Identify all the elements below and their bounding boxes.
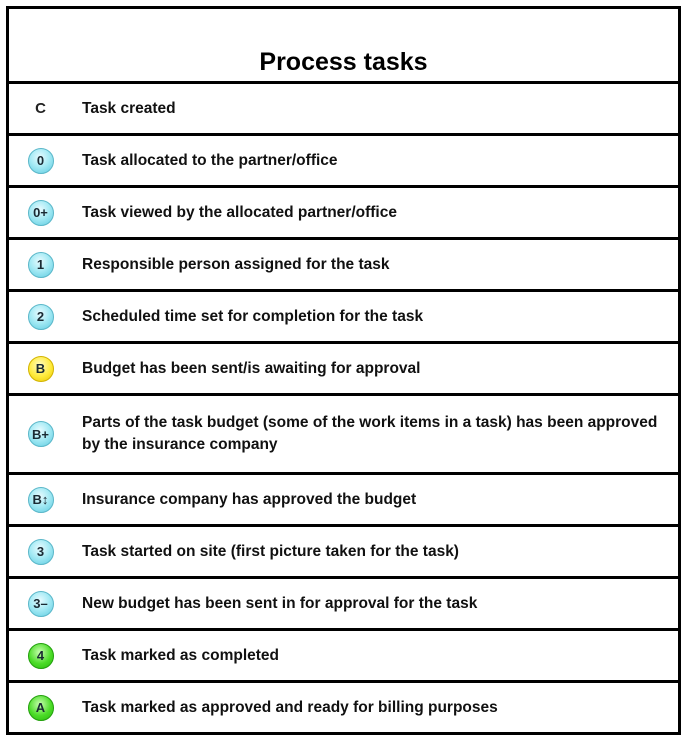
status-description: Scheduled time set for completion for the task xyxy=(82,307,424,325)
status-row-budget-partially-approved xyxy=(9,396,678,475)
status-badge-4: 4 xyxy=(28,643,54,669)
status-row-new-budget-sent xyxy=(9,579,678,631)
status-description: Insurance company has approved the budget xyxy=(82,490,417,508)
status-badge-3: 3 xyxy=(28,539,54,565)
status-row-task-allocated xyxy=(9,136,678,188)
status-row-person-assigned xyxy=(9,240,678,292)
status-badge-0: 0 xyxy=(28,148,54,174)
status-badge-b-updown: B↕ xyxy=(28,487,54,513)
status-description: Budget has been sent/is awaiting for approval xyxy=(82,359,421,377)
status-badge-b: B xyxy=(28,356,54,382)
status-badge-a: A xyxy=(28,695,54,721)
status-description: Task marked as completed xyxy=(82,646,279,664)
status-description: Responsible person assigned for the task xyxy=(82,255,390,273)
legend-header xyxy=(9,9,678,84)
status-description: Task created xyxy=(82,99,176,117)
status-description: Task allocated to the partner/office xyxy=(82,151,338,169)
status-row-scheduled-time xyxy=(9,292,678,344)
status-row-task-created xyxy=(9,84,678,136)
status-badge-2: 2 xyxy=(28,304,54,330)
status-badge-b-plus: B+ xyxy=(28,421,54,447)
status-description: Task marked as approved and ready for billing purposes xyxy=(82,698,498,716)
status-row-task-started xyxy=(9,527,678,579)
status-row-budget-sent xyxy=(9,344,678,396)
status-badge-c: C xyxy=(35,100,46,117)
status-row-budget-approved xyxy=(9,475,678,527)
status-row-task-completed xyxy=(9,631,678,683)
status-badge-3-minus: 3– xyxy=(28,591,54,617)
status-description: Task viewed by the allocated partner/office xyxy=(82,203,397,221)
status-description: Parts of the task budget (some of the work items in a task) has been approved by the insurance company xyxy=(82,414,658,453)
legend-title: Process tasks xyxy=(259,48,428,76)
status-row-task-viewed xyxy=(9,188,678,240)
status-description: New budget has been sent in for approval for the task xyxy=(82,594,478,612)
status-description: Task started on site (first picture taken for the task) xyxy=(82,542,459,560)
process-tasks-legend xyxy=(6,6,681,735)
status-row-task-approved-billing xyxy=(9,683,678,732)
status-badge-1: 1 xyxy=(28,252,54,278)
status-badge-0-plus: 0+ xyxy=(28,200,54,226)
